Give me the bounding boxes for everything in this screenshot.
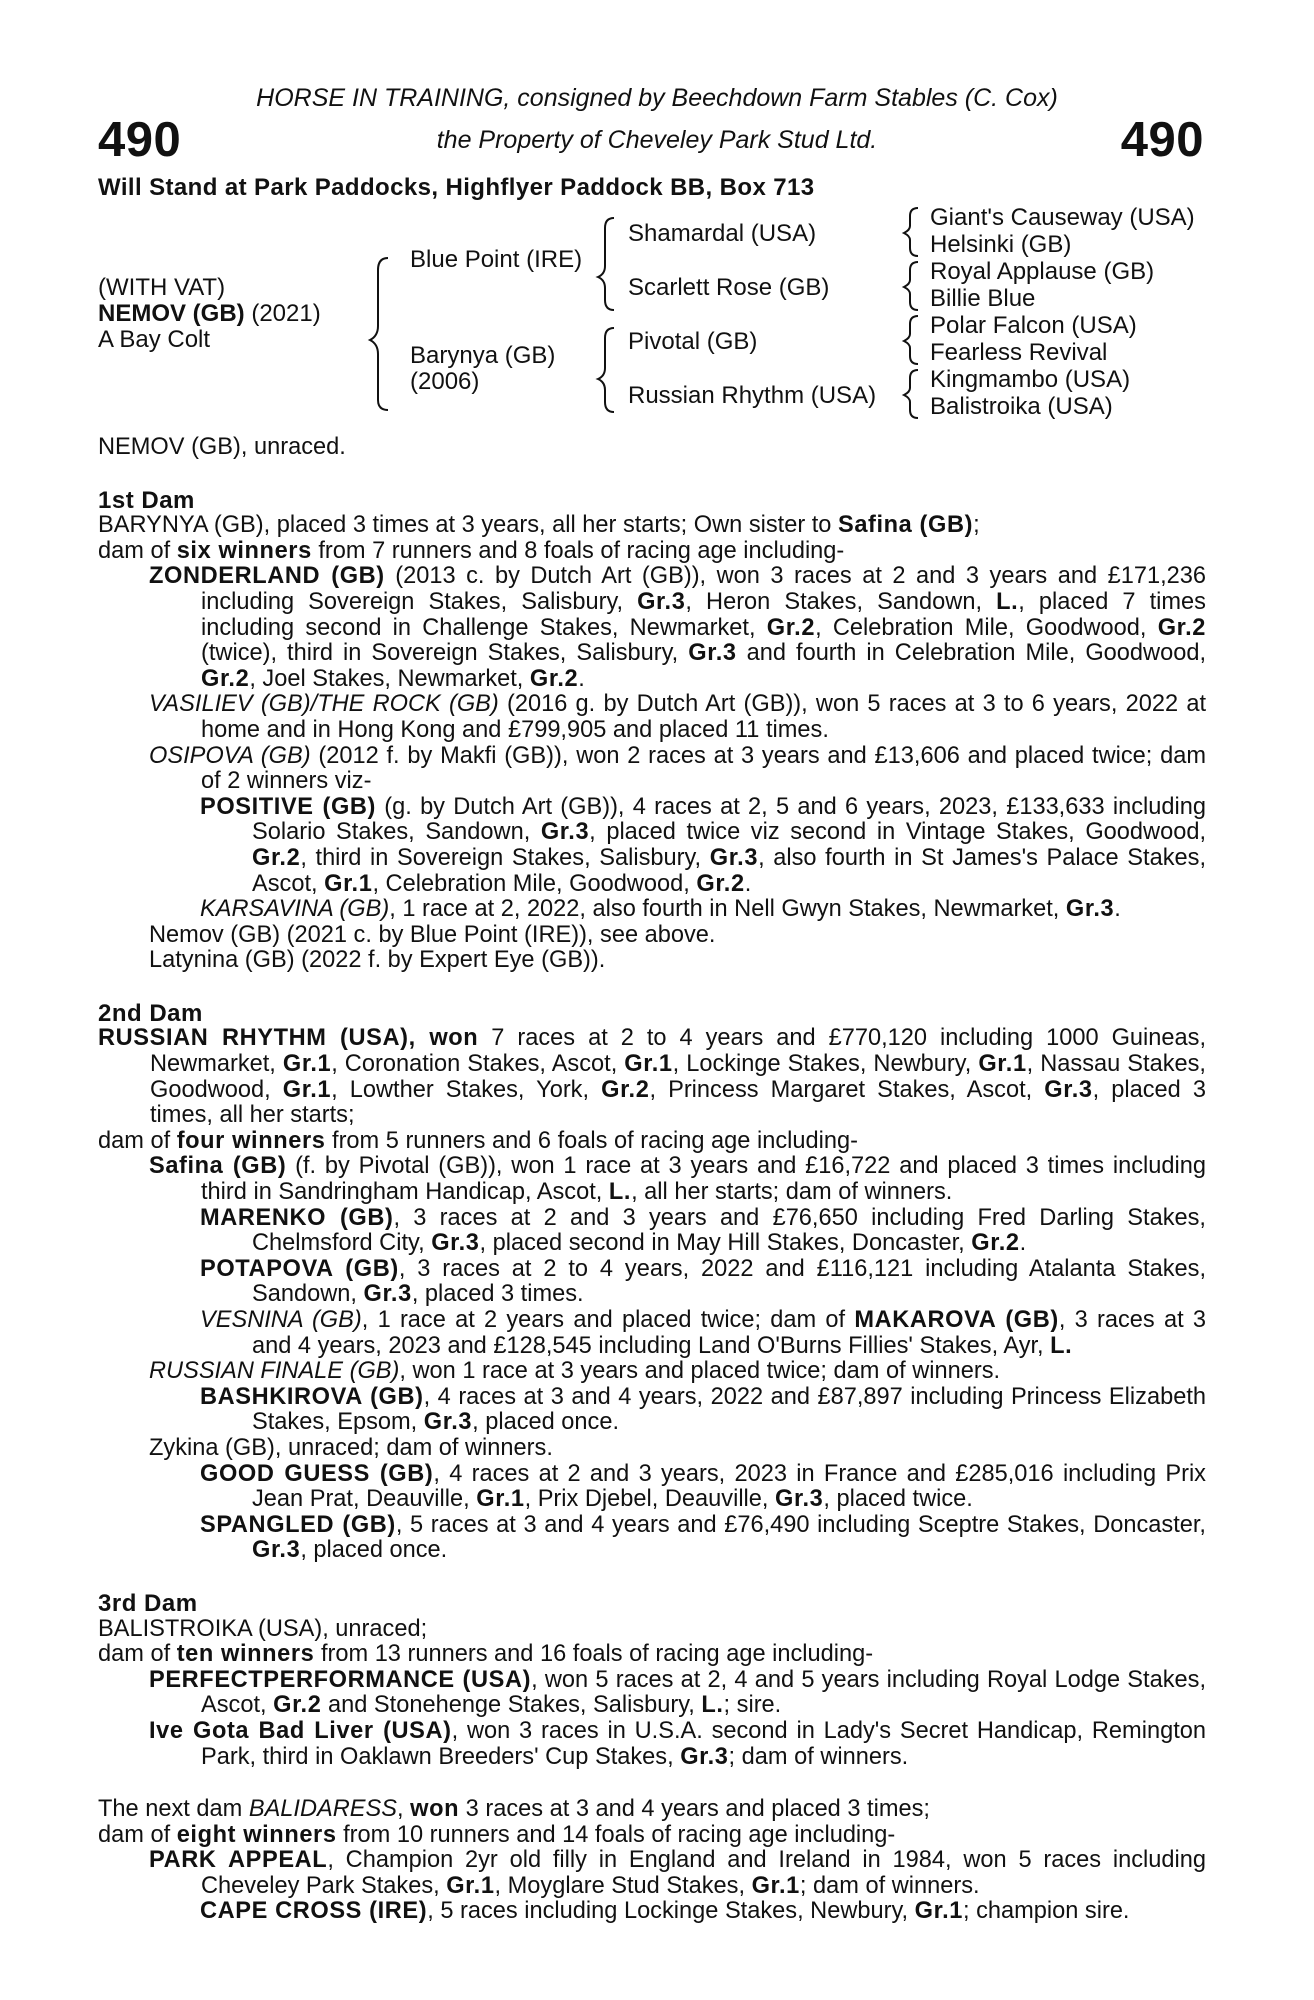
- sire-dam: Scarlett Rose (GB): [628, 274, 830, 301]
- third-dam-line: BALISTROIKA (USA), unraced;: [98, 1615, 428, 1642]
- grandproduce-entry: VESNINA (GB), 1 race at 2 years and placed twice; dam of MAKAROVA (GB), 3 races at 3 and 4 years, 2023 and £128,545 including Land O'Burns Fillies' Stakes, Ayr, L.: [200, 1307, 1206, 1359]
- gen4-ancestor: Balistroika (USA): [930, 393, 1113, 420]
- stand-location: Will Stand at Park Paddocks, Highflyer Paddock BB, Box 713: [98, 174, 815, 201]
- grandproduce-entry: GOOD GUESS (GB), 4 races at 2 and 3 years, 2023 in France and £285,016 including Prix Jean Prat, Deauville, Gr.1, Prix Djebel, Deauville, Gr.3, placed twice.: [200, 1460, 1206, 1513]
- second-dam-produce: dam of four winners from 5 runners and 6 foals of racing age including-: [98, 1127, 858, 1154]
- grandproduce-entry: POSITIVE (GB) (g. by Dutch Art (GB)), 4 races at 2, 5 and 6 years, 2023, £133,633 including Solario Stakes, Sandown, Gr.3, placed twice viz second in Vintage Stakes, Goodwood, Gr.2, third in Sovereign Stakes, Salisbury, Gr.3, also fourth in St James's Palace Stakes, Ascot, Gr.1, Celebration Mile, Goodwood, Gr.2.: [200, 793, 1207, 897]
- second-dam-heading: 2nd Dam: [98, 999, 203, 1027]
- dam-year: (2006): [410, 368, 480, 395]
- produce-entry: OSIPOVA (GB) (2012 f. by Makfi (GB)), won 2 races at 3 years and £13,606 and placed twice; dam of 2 winners viz-: [149, 742, 1207, 795]
- produce-entry: PERFECTPERFORMANCE (USA), won 5 races at 2, 4 and 5 years including Royal Lodge Stakes, Ascot, Gr.2 and Stonehenge Stakes, Salisbury, L.; sire.: [149, 1666, 1206, 1719]
- lot-number-left: 490: [98, 113, 182, 167]
- gen4-ancestor: Billie Blue: [930, 285, 1036, 312]
- gen4-ancestor: Fearless Revival: [930, 339, 1108, 366]
- next-dam-line: The next dam BALIDARESS, won 3 races at 3 and 4 years and placed 3 times;: [98, 1796, 930, 1823]
- grandproduce-entry: POTAPOVA (GB), 3 races at 2 to 4 years, 2022 and £116,121 including Atalanta Stakes, Sandown, Gr.3, placed 3 times.: [200, 1255, 1207, 1308]
- produce-entry: Nemov (GB) (2021 c. by Blue Point (IRE)), see above.: [149, 921, 716, 948]
- grandproduce-entry: SPANGLED (GB), 5 races at 3 and 4 years and £76,490 including Sceptre Stakes, Doncaster, Gr.3, placed once.: [200, 1511, 1206, 1564]
- first-dam-produce: dam of six winners from 7 runners and 8 foals of racing age including-: [98, 537, 845, 564]
- third-dam-produce: dam of ten winners from 13 runners and 16 foals of racing age including-: [98, 1641, 874, 1668]
- next-dam-produce: dam of eight winners from 10 runners and 14 foals of racing age including-: [98, 1821, 896, 1848]
- horse-description: A Bay Colt: [98, 326, 211, 353]
- produce-entry: Ive Gota Bad Liver (USA), won 3 races in U.S.A. second in Lady's Secret Handicap, Remington Park, third in Oaklawn Breeders' Cup Stakes, Gr.3; dam of winners.: [149, 1717, 1206, 1770]
- produce-entry: Latynina (GB) (2022 f. by Expert Eye (GB)).: [149, 947, 606, 974]
- gen4-ancestor: Helsinki (GB): [930, 231, 1072, 258]
- lot-number-right: 490: [1120, 113, 1204, 167]
- intro-line: NEMOV (GB), unraced.: [98, 434, 346, 460]
- produce-entry: RUSSIAN FINALE (GB), won 1 race at 3 years and placed twice; dam of winners.: [149, 1358, 1001, 1385]
- horse-name: NEMOV (GB): [98, 300, 245, 327]
- catalogue-body: [98, 435, 1206, 1925]
- gen4-ancestor: Kingmambo (USA): [930, 366, 1131, 393]
- grandproduce-entry: CAPE CROSS (IRE), 5 races including Lockinge Stakes, Newbury, Gr.1; champion sire.: [200, 1898, 1130, 1925]
- dam-sire: Pivotal (GB): [628, 328, 758, 355]
- consignment-line: HORSE IN TRAINING, consigned by Beechdown Farm Stables (C. Cox): [256, 84, 1058, 112]
- sire: Blue Point (IRE): [410, 246, 583, 273]
- dam: Barynya (GB): [410, 342, 556, 369]
- first-dam-heading: 1st Dam: [98, 486, 195, 514]
- gen4-ancestor: Polar Falcon (USA): [930, 312, 1137, 339]
- produce-entry: PARK APPEAL, Champion 2yr old filly in England and Ireland in 1984, won 5 races including Cheveley Park Stakes, Gr.1, Moyglare Stud Stakes, Gr.1; dam of winners.: [149, 1847, 1206, 1899]
- second-dam-line: RUSSIAN RHYTHM (USA), won 7 races at 2 to 4 years and £770,120 including 1000 Guineas, Newmarket, Gr.1, Coronation Stakes, Ascot, Gr.1, Lockinge Stakes, Newbury, Gr.1, Nassau Stakes, Goodwood, Gr.1, Lowther Stakes, York, Gr.2, Princess Margaret Stakes, Ascot, Gr.3, placed 3 times, all her starts;: [98, 1025, 1207, 1129]
- grandproduce-entry: BASHKIROVA (GB), 4 races at 3 and 4 years, 2022 and £87,897 including Princess Elizabeth Stakes, Epsom, Gr.3, placed once.: [200, 1383, 1206, 1436]
- vat-note: (WITH VAT): [98, 274, 226, 301]
- grandproduce-entry: MARENKO (GB), 3 races at 2 and 3 years and £76,650 including Fred Darling Stakes, Chelmsford City, Gr.3, placed second in May Hill Stakes, Doncaster, Gr.2.: [200, 1204, 1206, 1257]
- produce-entry: ZONDERLAND (GB) (2013 c. by Dutch Art (GB)), won 3 races at 2 and 3 years and £171,236 including Sovereign Stakes, Salisbury, Gr.3, Heron Stakes, Sandown, L., placed 7 times including second in Challenge Stakes, Newmarket, Gr.2, Celebration Mile, Goodwood, Gr.2 (twice), third in Sovereign Stakes, Salisbury, Gr.3 and fourth in Celebration Mile, Goodwood, Gr.2, Joel Stakes, Newmarket, Gr.2.: [149, 563, 1206, 692]
- grandproduce-entry: KARSAVINA (GB), 1 race at 2, 2022, also fourth in Nell Gwyn Stakes, Newmarket, Gr.3.: [200, 896, 1121, 923]
- gen4-ancestor: Royal Applause (GB): [930, 258, 1155, 285]
- horse-year: (2021): [244, 300, 321, 327]
- third-dam-heading: 3rd Dam: [98, 1589, 198, 1617]
- produce-entry: VASILIEV (GB)/THE ROCK (GB) (2016 g. by Dutch Art (GB)), won 5 races at 3 to 6 years, 2022 at home and in Hong Kong and £799,905 and placed 11 times.: [149, 691, 1206, 743]
- gen4-ancestor: Giant's Causeway (USA): [930, 204, 1195, 231]
- sire-sire: Shamardal (USA): [628, 220, 817, 247]
- produce-entry: Zykina (GB), unraced; dam of winners.: [149, 1434, 553, 1461]
- dam-dam: Russian Rhythm (USA): [628, 382, 877, 409]
- first-dam-line: BARYNYA (GB), placed 3 times at 3 years, all her starts; Own sister to Safina (GB);: [98, 512, 980, 539]
- produce-entry: Safina (GB) (f. by Pivotal (GB)), won 1 race at 3 years and £16,722 and placed 3 times including third in Sandringham Handicap, Ascot, L., all her starts; dam of winners.: [149, 1153, 1206, 1206]
- property-line: the Property of Cheveley Park Stud Ltd.: [436, 126, 878, 154]
